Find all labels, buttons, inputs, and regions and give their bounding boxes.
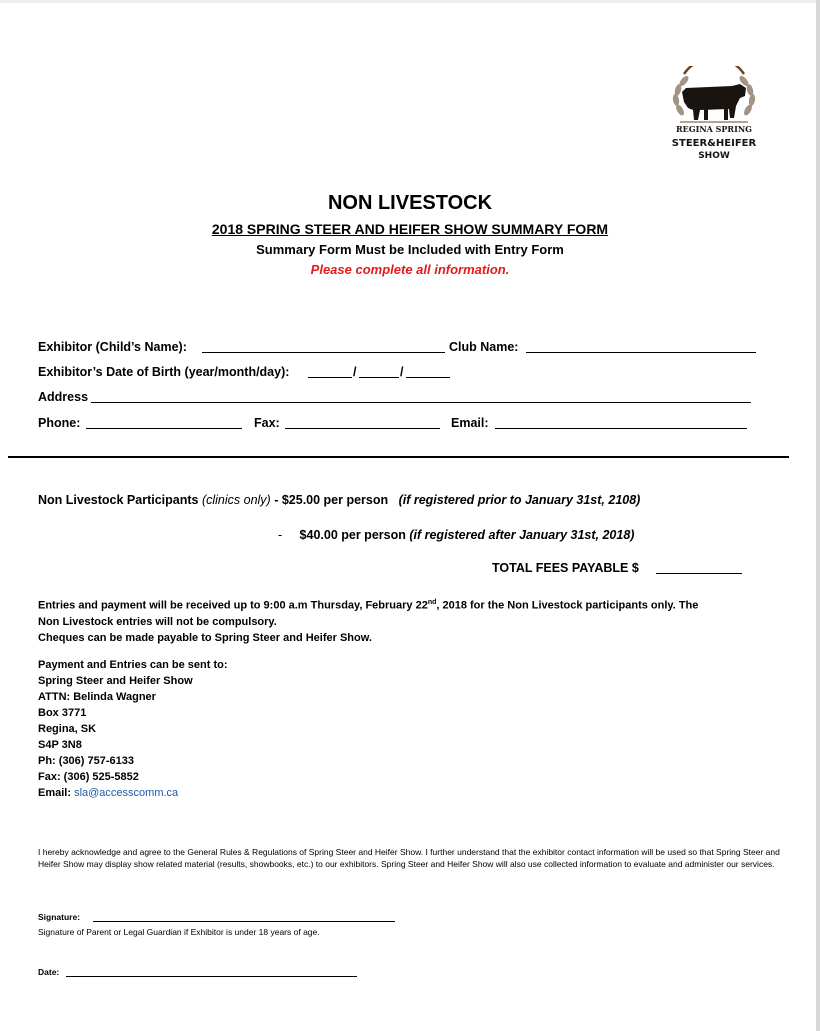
steer-icon [682, 84, 746, 120]
late-price: $40.00 per person [299, 528, 406, 542]
dob-month-field[interactable] [359, 377, 399, 378]
completion-note: Please complete all information. [310, 262, 510, 277]
email-field[interactable] [495, 428, 747, 429]
dob-label: Exhibitor’s Date of Birth (year/month/day): [38, 365, 290, 379]
address-name: Spring Steer and Heifer Show [38, 675, 193, 687]
exhibitor-label: Exhibitor (Child’s Name): [38, 340, 187, 354]
section-divider [8, 456, 789, 458]
info-line-2: Non Livestock entries will not be compulsory. [38, 615, 277, 628]
fee-dash: - [278, 528, 283, 542]
form-subtitle: 2018 SPRING STEER AND HEIFER SHOW SUMMARY FORM [211, 221, 609, 237]
info-line-1: Entries and payment will be received up to 9:00 a.m Thursday, February 22nd, 2018 for the Non Livestock participants only. The [38, 599, 699, 612]
clinics-only-note: (clinics only) [201, 493, 271, 507]
fee-row-1 [38, 493, 640, 507]
dob-separator: / [400, 365, 404, 379]
address-phone: Ph: (306) 757-6133 [38, 755, 134, 767]
logo-graphic [666, 66, 762, 166]
address-label: Address [38, 390, 89, 404]
date-field[interactable] [66, 976, 357, 977]
fax-field[interactable] [285, 428, 440, 429]
logo-line2: SHOW [698, 151, 730, 161]
address-fax: Fax: (306) 525-5852 [38, 771, 139, 783]
address-city: Regina, SK [38, 723, 97, 735]
signature-label: Signature: [38, 912, 81, 922]
late-price-note: (if registered after January 31st, 2018) [409, 528, 635, 542]
address-box: Box 3771 [38, 707, 87, 719]
page-top-edge [0, 0, 820, 3]
legal-acknowledgement: I hereby acknowledge and agree to the General Rules & Regulations of Spring Steer and Heifer Show. I further understand that the exhibitor contact information will be used so that Spring Steer and Heifer Show may display show related material (results, showbooks, etc.) to our exhibitors. Spring Steer and Heifer Show will also use collected information to evaluate and administer our services. [38, 847, 780, 869]
dob-year-field[interactable] [308, 377, 352, 378]
page-right-edge [816, 0, 820, 1031]
club-label: Club Name: [449, 340, 519, 354]
participants-label: Non Livestock Participants [38, 493, 199, 507]
fax-label: Fax: [254, 416, 280, 430]
logo-line1: STEER&HEIFER [671, 138, 757, 149]
fee-row-2 [278, 528, 634, 542]
signature-note: Signature of Parent or Legal Guardian if Exhibitor is under 18 years of age. [38, 927, 320, 937]
page-title: NON LIVESTOCK [327, 192, 493, 214]
email-link[interactable]: sla@accesscomm.ca [74, 787, 179, 799]
early-price-note: (if registered prior to January 31st, 2108) [398, 493, 641, 507]
address-email-label: Email: [38, 787, 72, 799]
mailing-address [38, 657, 228, 801]
phone-field[interactable] [86, 428, 242, 429]
early-price: - $25.00 per person [274, 493, 389, 507]
form-requirement: Summary Form Must be Included with Entry Form [256, 242, 564, 257]
total-fees-label: TOTAL FEES PAYABLE $ [492, 561, 639, 575]
address-email-row [38, 785, 228, 801]
signature-field[interactable] [93, 921, 395, 922]
dob-separator: / [353, 365, 357, 379]
email-label: Email: [451, 416, 489, 430]
address-field[interactable] [91, 402, 751, 403]
club-name-field[interactable] [526, 352, 756, 353]
dob-day-field[interactable] [406, 377, 450, 378]
phone-label: Phone: [38, 416, 81, 430]
total-fees-field[interactable] [656, 573, 742, 574]
info-line-3: Cheques can be made payable to Spring Steer and Heifer Show. [38, 631, 372, 644]
address-heading: Payment and Entries can be sent to: [38, 659, 228, 671]
date-label: Date: [38, 967, 60, 977]
address-attn: ATTN: Belinda Wagner [38, 691, 156, 703]
exhibitor-name-field[interactable] [202, 352, 445, 353]
logo-arc-text: REGINA SPRING [676, 124, 752, 134]
entry-info [38, 595, 798, 646]
address-postal: S4P 3N8 [38, 739, 82, 751]
show-logo [666, 66, 762, 166]
